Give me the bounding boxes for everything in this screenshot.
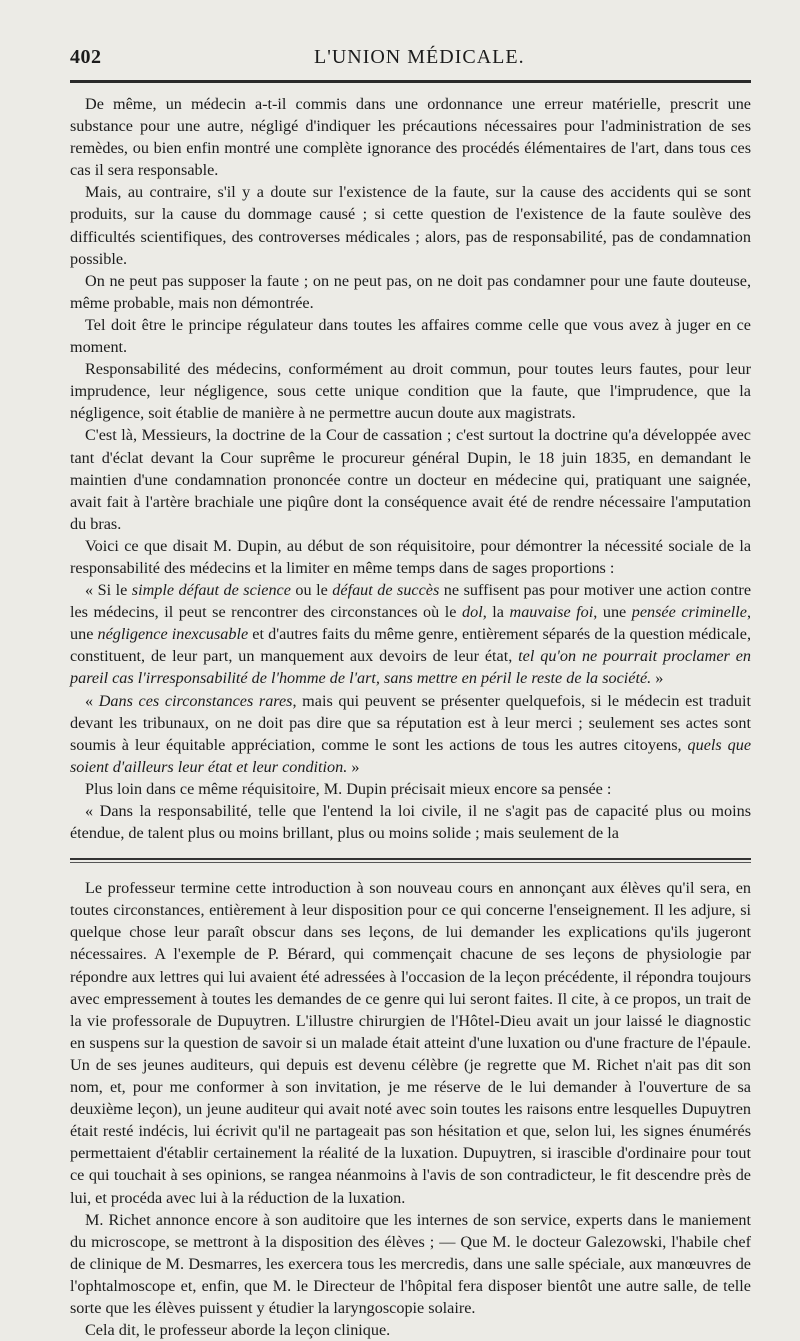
text-run: , une bbox=[593, 603, 632, 622]
text-run: Voici ce que disait M. Dupin, au début de son réquisitoire, pour démontrer la nécessité sociale de la responsabilité des médecins et la limiter en même temps dans de sages proportions : bbox=[70, 536, 751, 577]
header-rule bbox=[70, 80, 751, 83]
article-paragraph bbox=[70, 424, 751, 534]
text-run: C'est là, Messieurs, la doctrine de la Cour de cassation ; c'est surtout la doctrine qu'a développée avec tant d'éclat devant la Cour suprême le procureur général Dupin, le 18 juin 1835, en demandant le maintien d'une condamnation prononcée contre un docteur en médecine qui, pratiquant une saignée, avait fait à l'artère brachiale une piqûre dont la conséquence avait été de rendre nécessaire l'amputation du bras. bbox=[70, 426, 751, 533]
text-run: « Dans la responsabilité, telle que l'entend la loi civile, il ne s'agit pas de capacité plus ou moins étendue, de talent plus ou moins brillant, plus ou moins solide ; mais seulement de la bbox=[70, 802, 751, 843]
article-paragraph bbox=[70, 778, 751, 800]
text-run: » bbox=[651, 669, 664, 688]
text-run: « bbox=[85, 691, 99, 710]
main-article-text bbox=[70, 93, 751, 844]
article-paragraph bbox=[70, 314, 751, 358]
italic-text: Dans ces circonstances rares bbox=[98, 691, 293, 710]
text-run: Tel doit être le principe régulateur dans toutes les affaires comme celle que vous avez à juger en ce moment. bbox=[70, 315, 751, 357]
article-paragraph bbox=[70, 535, 751, 579]
feuilleton-text bbox=[70, 877, 751, 1341]
text-run: Plus loin dans ce même réquisitoire, M. Dupin précisait mieux encore sa pensée : bbox=[85, 779, 612, 798]
text-run: Responsabilité des médecins, conformément au droit commun, pour toutes leurs fautes, pour leur imprudence, leur négligence, sous cette unique condition que la faute, que l'imprudence, que la négligence, soit établie de manière à ne permettre aucun doute aux magistrats. bbox=[70, 360, 751, 423]
text-run: Mais, au contraire, s'il y a doute sur l'existence de la faute, sur la cause des accidents qui se sont produits, sur la cause du dommage causé ; si cette question de l'existence de la faute soulève des difficultés scientifiques, des controverses médicales ; alors, pas de responsabilité, pas de condamnation possible. bbox=[70, 183, 751, 268]
feuilleton-paragraph bbox=[70, 1319, 751, 1341]
text-run: ne suffisent pas pour motiver une action contre les médecins, il peut se rencontrer des circonstances où le bbox=[70, 581, 751, 622]
article-paragraph bbox=[70, 800, 751, 844]
article-paragraph bbox=[70, 358, 751, 424]
text-run: ou le bbox=[290, 581, 333, 600]
italic-text: défaut de succès bbox=[332, 581, 440, 600]
article-paragraph bbox=[70, 579, 751, 689]
text-run: On ne peut pas supposer la faute ; on ne peut pas, on ne doit pas condamner pour une faute douteuse, même probable, mais non démontrée. bbox=[70, 271, 751, 312]
page-number: 402 bbox=[70, 46, 102, 68]
text-run: , mais qui peuvent se présenter quelquefois, si le médecin est traduit devant les tribunaux, on ne doit pas dire que sa réputation est à leur merci ; seulement ses actes sont soumis à leur équitable appréciation, comme le sont les actions de tous les autres citoyens, bbox=[70, 691, 751, 754]
article-paragraph bbox=[70, 93, 751, 181]
text-run: M. Richet annonce encore à son auditoire que les internes de son service, experts dans le maniement du microscope, se mettront à la disposition des élèves ; — Que M. le docteur Galezowski, l'habile chef de clinique de M. Desmarres, les exercera tous les mercredis, dans une salle spéciale, aux manœuvres de l'ophtalmoscope et, enfin, que M. le Directeur de l'hôpital fera disposer bientôt une autre salle, de telle sorte que les élèves puissent y étudier la laryngoscopie solaire. bbox=[70, 1210, 751, 1317]
text-run: Le professeur termine cette introduction à son nouveau cours en annonçant aux élèves qu'il sera, en toutes circonstances, entièrement à leur disposition pour ce qui concerne l'enseignement. Il les adjure, si quelque chose leur paraît obscur dans ses leçons, de lui demander les explications qu'ils jugeront nécessaires. A l'exemple de P. Bérard, qui commençait chacune de ses leçons de physiologie par répondre aux lettres qui lui avaient été adressées à l'occasion de la leçon précédente, il répondra toujours avec empressement à toutes les demandes de ce genre qui lui seront faites. Il cite, à ce propos, un trait de la vie professorale de Dupuytren. L'illustre chirurgien de l'Hôtel-Dieu avait un jour laissé le diagnostic en suspens sur la question de savoir si un malade était atteint d'une luxation ou d'une fracture de l'épaule. Un de ses jeunes auditeurs, qui depuis est devenu célèbre (je regrette que M. Richet n'ait pas dit son nom, et, pour me conformer à son invitation, je me réserve de le lui demander à l'ouverture de sa deuxième leçon), un jeune auditeur qui avait noté avec soin toutes les raisons entre lesquelles Dupuytren était resté indécis, lui écrivit qu'il ne partageait pas son hésitation et que, selon lui, les signes énumérés permettaient d'établir certainement la réalité de la luxation. Dupuytren, si irascible d'ordinaire pour tout ce qui touchait à ses opinions, se rangea néanmoins à l'avis de son contradicteur, le fit descendre près de lui, et procéda avec lui à la réduction de la luxation. bbox=[70, 879, 751, 1207]
italic-text: pensée criminelle bbox=[631, 603, 747, 622]
italic-text: dol bbox=[462, 603, 483, 622]
text-run: et d'autres faits du même genre, entièrement séparés de la question médicale, constituent, de leur part, un manquement aux devoirs de leur état, bbox=[70, 625, 751, 666]
text-run: « Si le bbox=[85, 581, 132, 600]
journal-title: L'UNION MÉDICALE. bbox=[314, 46, 525, 68]
feuilleton-separator bbox=[70, 858, 751, 863]
article-paragraph bbox=[70, 270, 751, 314]
page-header bbox=[70, 46, 751, 74]
italic-text: tel qu'on ne pourrait proclamer en pareil cas l'irresponsabilité de l'homme de l'art, sans mettre en péril le reste de la société. bbox=[70, 647, 751, 688]
text-run: » bbox=[347, 757, 360, 776]
feuilleton-paragraph bbox=[70, 877, 751, 1208]
text-run: De même, un médecin a-t-il commis dans une ordonnance une erreur matérielle, prescrit une substance pour une autre, négligé d'indiquer les précautions nécessaires pour l'administration de ses remèdes, ou bien enfin montré une complète ignorance des procédés élémentaires de l'art, dans tous ces cas il sera responsable. bbox=[70, 95, 751, 180]
italic-text: négligence inexcusable bbox=[97, 625, 249, 644]
text-run: , la bbox=[482, 603, 510, 622]
italic-text: mauvaise foi bbox=[509, 603, 594, 622]
italic-text: quels que soient d'ailleurs leur état et leur condition. bbox=[70, 735, 751, 776]
article-paragraph bbox=[70, 690, 751, 778]
article-paragraph bbox=[70, 181, 751, 269]
text-run: , une bbox=[70, 603, 752, 644]
text-run: Cela dit, le professeur aborde la leçon clinique. bbox=[85, 1321, 391, 1340]
feuilleton-paragraph bbox=[70, 1209, 751, 1319]
italic-text: simple défaut de science bbox=[131, 581, 291, 600]
